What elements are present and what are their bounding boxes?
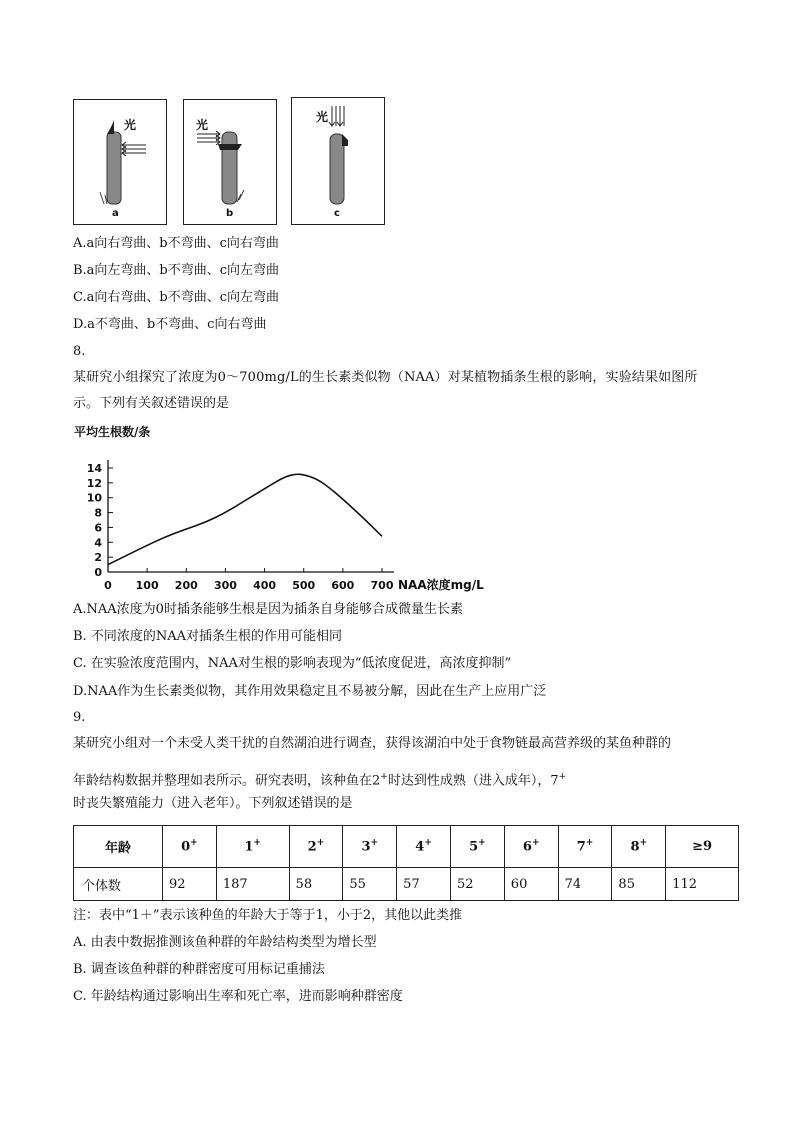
q8-option-a: A.NAA浓度为0时插条能够生根是因为插条自身能够合成微量生长素 (73, 602, 463, 617)
figure-panel-a (73, 99, 167, 225)
light-label-c: 光 (316, 110, 329, 124)
q9-stem-line1: 某研究小组对一个未受人类干扰的自然湖泊进行调查，获得该湖泊中处于食物链最高营养级的某鱼种群的 (73, 736, 672, 751)
q9-option-c: C. 年龄结构通过影响出生率和死亡率，进而影响种群密度 (73, 989, 403, 1004)
q8-option-b: B. 不同浓度的NAA对插条生根的作用可能相同 (73, 629, 342, 644)
naa-rooting-chart (60, 420, 520, 595)
table-header-cell: 3+ (343, 826, 397, 868)
plus-sup: + (380, 772, 388, 782)
y-tick-label: 6 (94, 521, 102, 535)
table-header-cell: 6+ (504, 826, 558, 868)
y-tick-label: 12 (86, 476, 102, 490)
x-tick-label: 0 (104, 579, 112, 592)
q7-option-d: D.a不弯曲、b不弯曲、c向右弯曲 (73, 317, 267, 332)
table-header-cell: 4+ (397, 826, 451, 868)
x-tick-label: 200 (174, 579, 198, 592)
seedling-a-drawing (74, 100, 166, 224)
seedling-c-drawing (292, 98, 384, 224)
x-tick-label: 100 (135, 579, 159, 592)
panel-label-c: c (334, 208, 340, 219)
light-label-b: 光 (196, 118, 209, 132)
figure-panel-b (183, 99, 277, 225)
x-tick-label: 500 (292, 579, 316, 592)
y-tick-label: 0 (94, 566, 102, 579)
panel-label-b: b (226, 208, 234, 219)
q9-number: 9. (73, 710, 86, 725)
y-tick-label: 14 (86, 462, 102, 475)
panel-label-a: a (112, 208, 119, 219)
light-label-a: 光 (124, 118, 137, 132)
table-header-cell: 5+ (450, 826, 504, 868)
table-cell: 52 (450, 868, 504, 901)
table-cell: 112 (666, 868, 739, 901)
q9-option-a: A. 由表中数据推测该鱼种群的年龄结构类型为增长型 (73, 935, 377, 950)
x-tick-label: 300 (213, 579, 237, 592)
y-axis-label: 平均生根数/条 (74, 425, 151, 439)
y-tick-label: 10 (86, 491, 102, 505)
x-axis-label: NAA浓度mg/L (398, 578, 484, 592)
table-cell: 85 (612, 868, 666, 901)
table-header-cell: 年龄 (74, 826, 163, 868)
table-cell: 92 (163, 868, 217, 901)
table-cell: 58 (289, 868, 343, 901)
table-header-cell: 2+ (289, 826, 343, 868)
table-header-cell: 0+ (163, 826, 217, 868)
table-header-cell: 8+ (612, 826, 666, 868)
q9-table-note: 注：表中“1＋”表示该种鱼的年龄大于等于1，小于2，其他以此类推 (73, 908, 463, 923)
table-cell: 60 (504, 868, 558, 901)
table-row (74, 868, 739, 901)
q8-option-c: C. 在实验浓度范围内，NAA对生根的影响表现为“低浓度促进，高浓度抑制” (73, 656, 512, 671)
q7-option-c: C.a向右弯曲、b不弯曲、c向左弯曲 (73, 290, 279, 305)
table-row-label: 个体数 (74, 868, 163, 901)
table-header-row (74, 826, 739, 868)
x-tick-label: 400 (253, 579, 277, 592)
x-tick-label: 700 (370, 579, 394, 592)
q8-number: 8. (73, 344, 86, 359)
y-tick-label: 8 (94, 506, 102, 520)
y-tick-label: 4 (94, 536, 102, 550)
table-header-cell: ≥9 (666, 826, 739, 868)
q8-option-d: D.NAA作为生长素类似物，其作用效果稳定且不易被分解，因此在生产上应用广泛 (73, 684, 547, 699)
table-cell: 187 (216, 868, 289, 901)
x-tick-label: 600 (331, 579, 355, 592)
q9-option-b: B. 调查该鱼种群的种群密度可用标记重捕法 (73, 962, 325, 977)
q7-option-a: A.a向右弯曲、b不弯曲、c向右弯曲 (73, 236, 279, 251)
y-tick-label: 2 (94, 551, 102, 565)
q9-stem-line2-part1: 年龄结构数据并整理如表所示。研究表明，该种鱼在2 (73, 773, 381, 789)
q9-stem-line2-part2: 时达到性成熟（进入成年），7 (387, 773, 559, 789)
q9-stem-line2 (73, 768, 566, 790)
table-header-cell: 7+ (558, 826, 612, 868)
table-cell: 57 (397, 868, 451, 901)
plus-sup: + (558, 772, 567, 782)
table-header-cell: 1+ (216, 826, 289, 868)
figure-panel-c (291, 97, 385, 225)
q9-stem-line3: 时丧失繁殖能力（进入老年）。下列叙述错误的是 (73, 796, 353, 811)
q7-option-b: B.a向左弯曲、b不弯曲、c向左弯曲 (73, 263, 280, 278)
series-line (108, 474, 382, 564)
q8-stem-line1: 某研究小组探究了浓度为0～700mg/L的生长素类似物（NAA）对某植物插条生根的影响，实验结果如图所 (73, 370, 698, 385)
age-structure-table (73, 825, 739, 901)
table-cell: 55 (343, 868, 397, 901)
table-cell: 74 (558, 868, 612, 901)
q8-stem-line2: 示。下列有关叙述错误的是 (73, 396, 230, 411)
